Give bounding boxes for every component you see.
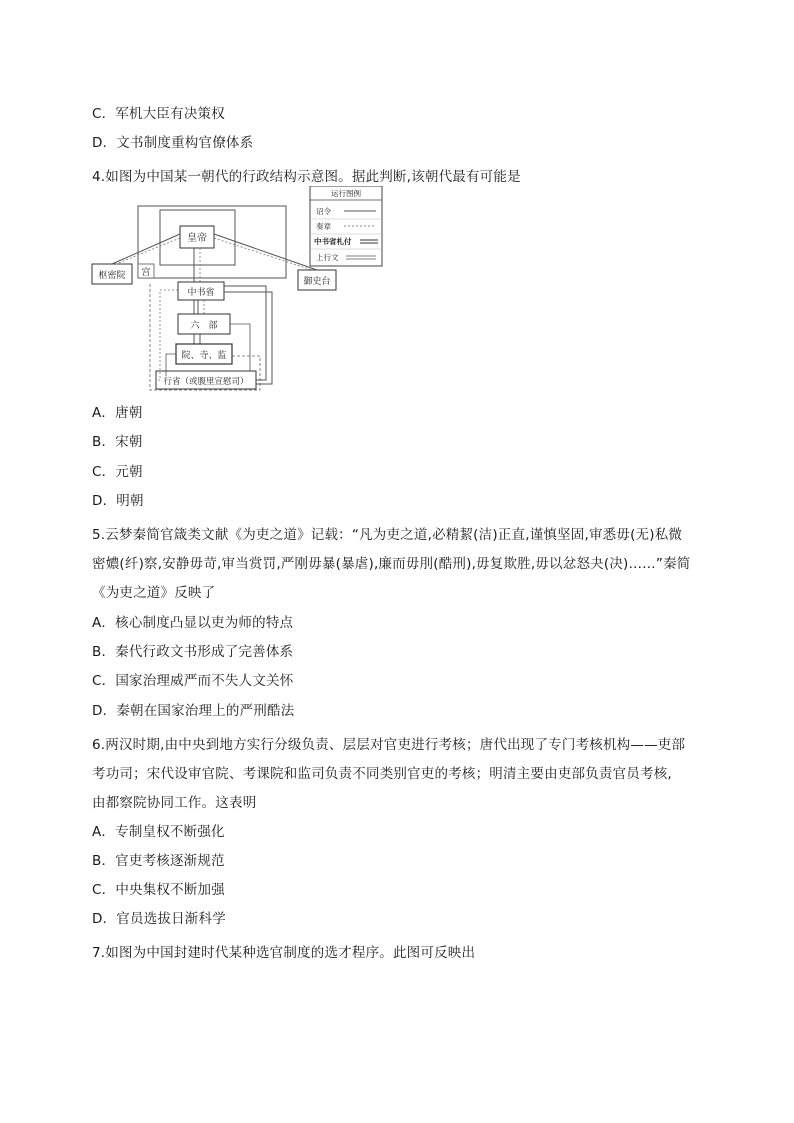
six-ministries-label: 六 部 [190, 321, 218, 331]
censorate-label: 御史台 [303, 277, 331, 287]
palace-label: 宫 [141, 268, 151, 278]
option-a-q6: A．专制皇权不断强化 [92, 824, 225, 840]
option-c-q5: C．国家治理威严而不失人文关怀 [92, 673, 294, 689]
option-d-q3: D．文书制度重构官僚体系 [92, 135, 254, 151]
question-6-stem-line-3: 由都察院协同工作。这表明 [92, 795, 257, 811]
option-a-q5: A．核心制度凸显以吏为师的特点 [92, 615, 294, 631]
question-6-stem-line-2: 考功司；宋代设审官院、考课院和监司负责不同类别官吏的考核；明清主要由吏部负责官员考核, [92, 766, 672, 782]
option-b-q4: B．宋朝 [92, 434, 143, 450]
legend-item-edict: 诏令 [316, 207, 331, 216]
question-4-stem: 4.如图为中国某一朝代的行政结构示意图。据此判断,该朝代最有可能是 [92, 169, 521, 185]
option-d-q5: D．秦朝在国家治理上的严刑酷法 [92, 703, 295, 719]
question-5-stem-line-1: 5.云梦秦简官箴类文献《为吏之道》记载：“凡为吏之道,必精絜(洁)正直,谨慎坚固,审悉毋(无)私微 [92, 527, 683, 543]
option-a-q4: A．唐朝 [92, 405, 143, 421]
option-b-q5: B．秦代行政文书形成了完善体系 [92, 644, 294, 660]
provinces-label: 行省（或腹里宣慰司） [163, 377, 249, 387]
question-5-stem-line-3: 《为吏之道》反映了 [92, 585, 216, 601]
legend-item-memorial: 奏章 [316, 222, 331, 231]
emperor-label: 皇帝 [187, 233, 207, 244]
privy-council-label: 枢密院 [98, 271, 126, 281]
option-c-q6: C．中央集权不断加强 [92, 882, 225, 898]
question-5-stem-line-2: 密𡢿(纤)察,安静毋苛,审当赏罚,严刚毋暴(暴虐),廉而毋刖(酷刑),毋复欺胜,毋以忿怒夬(决)……”秦简 [92, 556, 691, 572]
edge-emperor-privy [112, 234, 180, 264]
legend-item-upward-doc: 上行文 [316, 253, 339, 262]
courts-label: 院、寺、监 [181, 351, 227, 361]
edge-emperor-privy-dashed [116, 238, 180, 264]
administrative-structure-diagram [90, 186, 390, 396]
option-d-q6: D．官员选拔日渐科学 [92, 911, 226, 927]
option-d-q4: D．明朝 [92, 493, 144, 509]
legend-title: 运行图例 [331, 189, 361, 198]
option-b-q6: B．官吏考核逐渐规范 [92, 853, 225, 869]
question-7-stem: 7.如图为中国封建时代某种选官制度的选才程序。此图可反映出 [92, 945, 476, 961]
option-c-q3: C．军机大臣有决策权 [92, 106, 225, 122]
legend-item-secretariat-order: 中书省札付 [314, 237, 352, 246]
question-6-stem-line-1: 6.两汉时期,由中央到地方实行分级负责、层层对官吏进行考核；唐代出现了专门考核机构——吏部 [92, 737, 686, 753]
option-c-q4: C．元朝 [92, 464, 143, 480]
secretariat-label: 中书省 [187, 288, 215, 298]
